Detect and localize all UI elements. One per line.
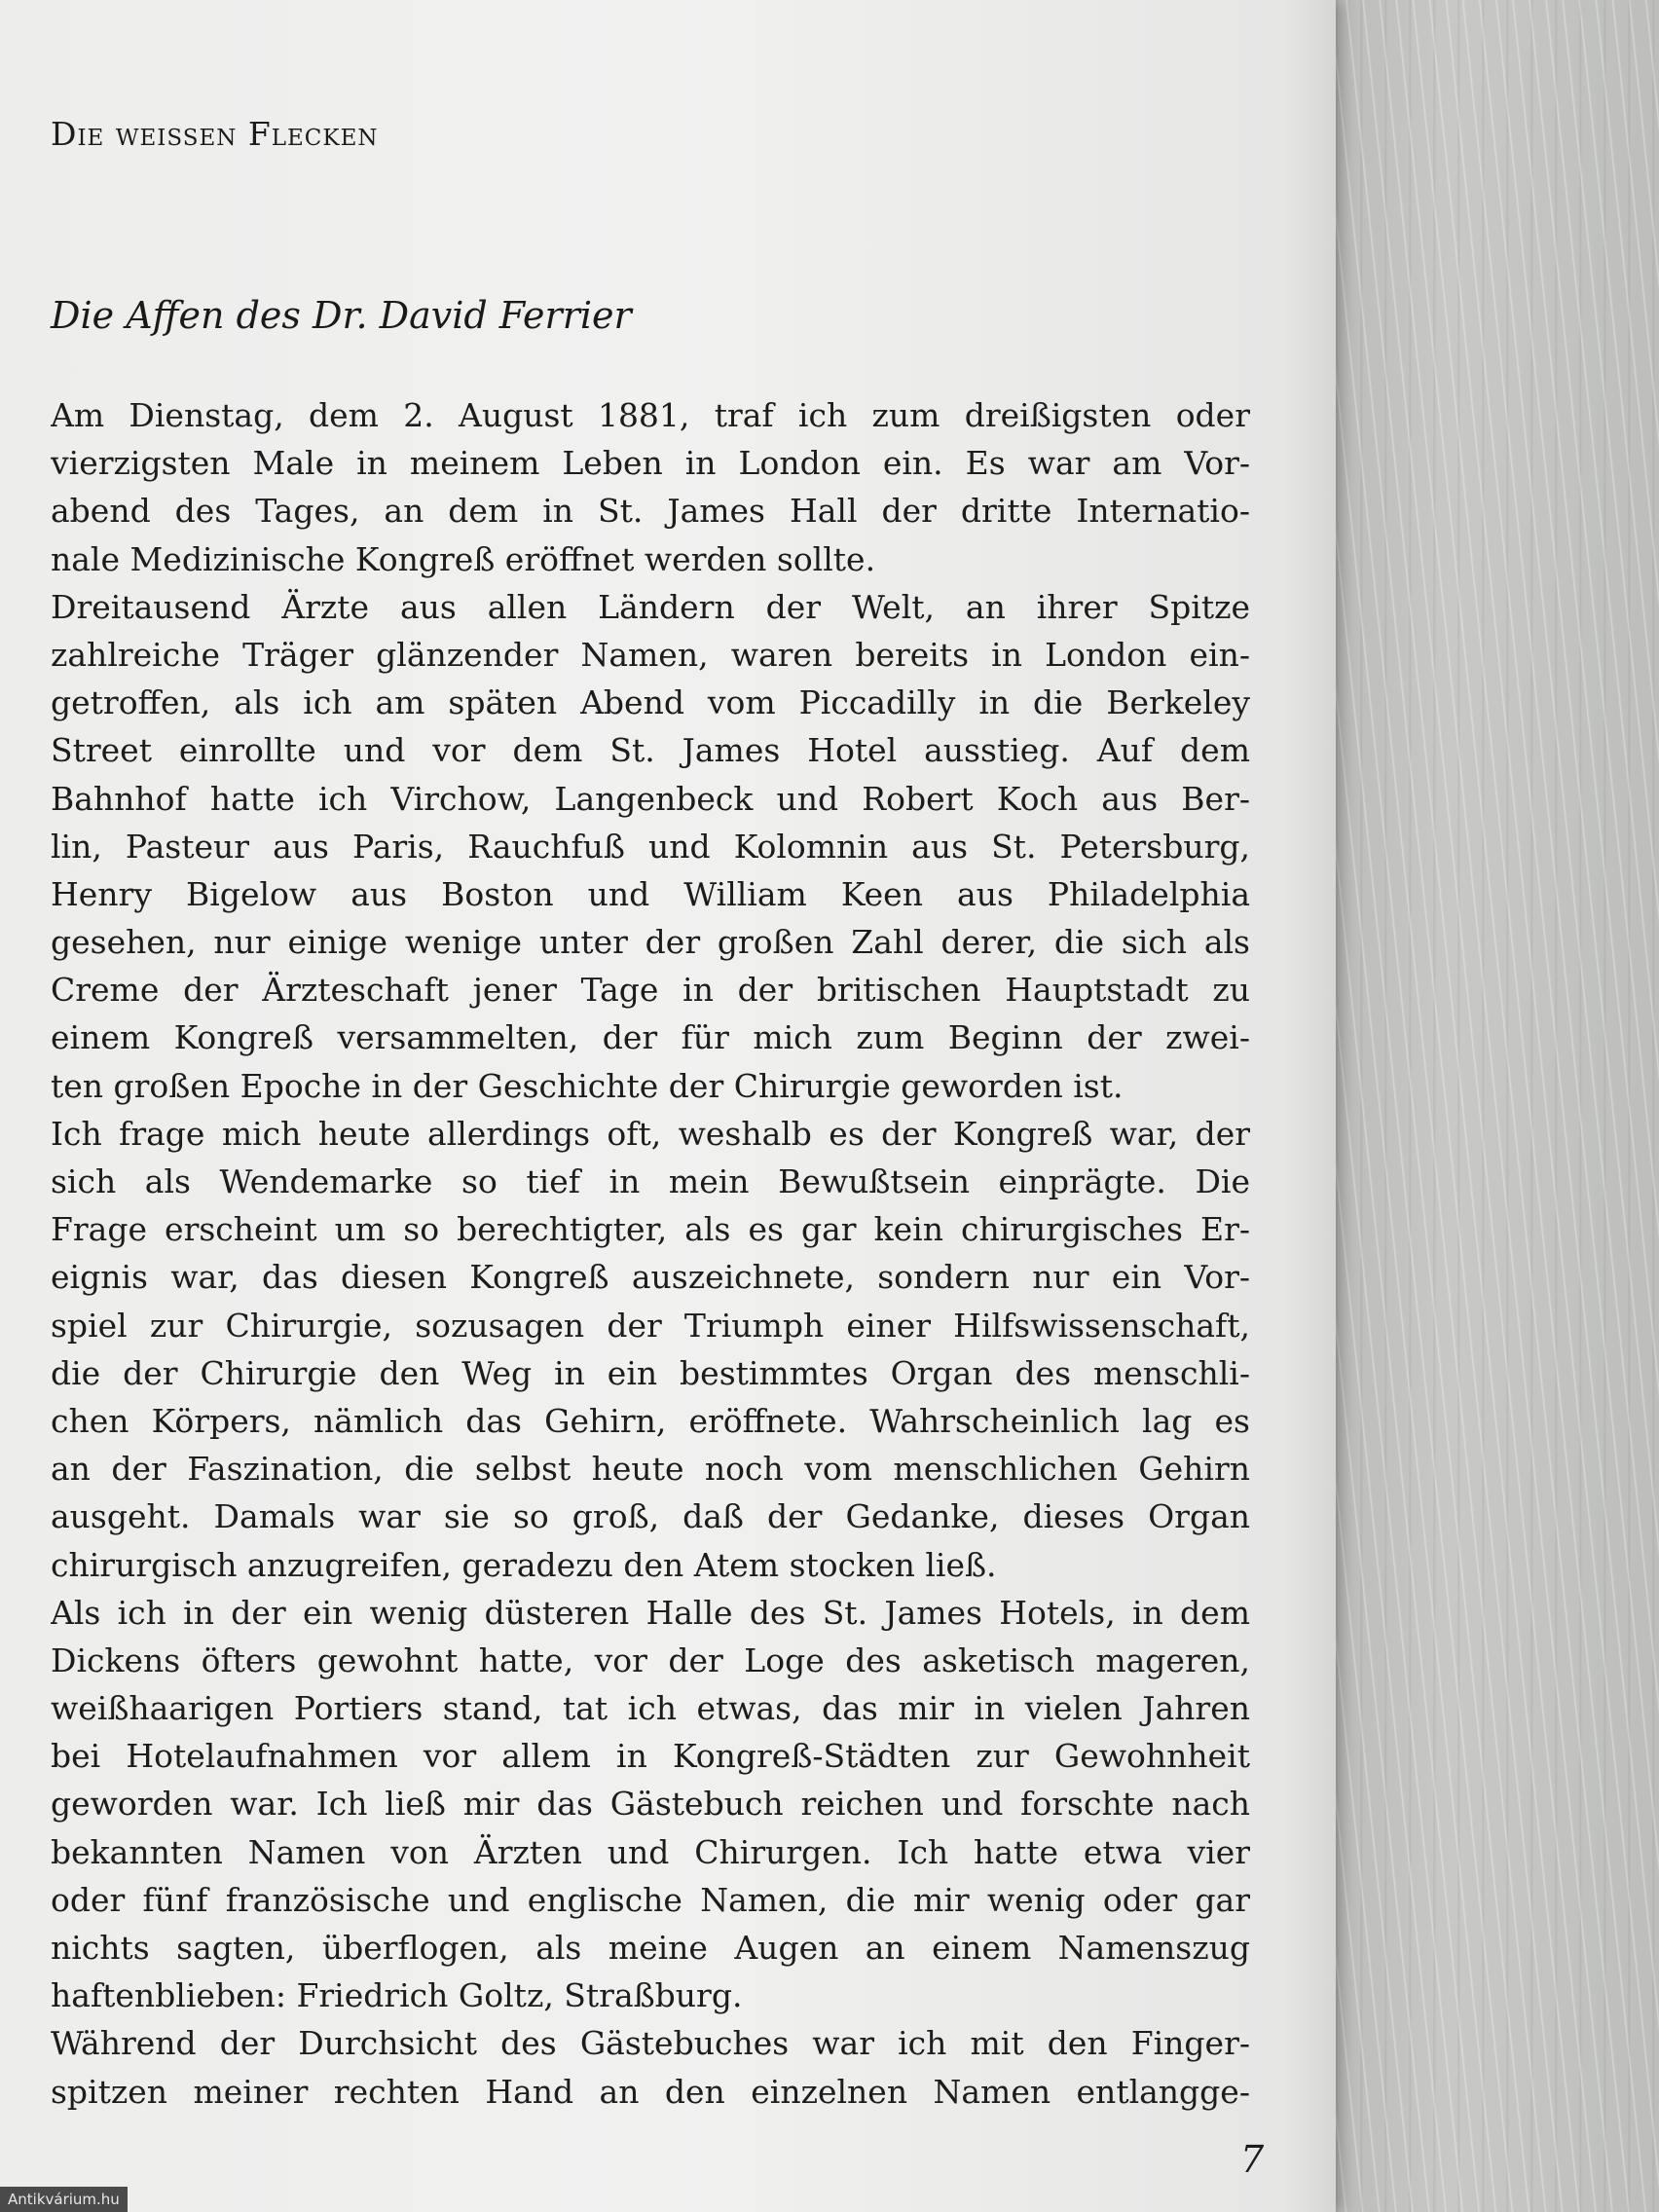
watermark: Antikvárium.hu (0, 2187, 128, 2212)
text-line: weißhaarigen Portiers stand, tat ich etwas, das mir in vielen Jahren (51, 1689, 1250, 1728)
text-line: abend des Tages, an dem in St. James Hall der dritte Internatio- (51, 492, 1250, 531)
text-line: getroffen, als ich am späten Abend vom Piccadilly in die Berkeley (51, 683, 1250, 722)
text-line: chen Körpers, nämlich das Gehirn, eröffnete. Wahrscheinlich lag es (51, 1401, 1250, 1440)
text-line: Dreitausend Ärzte aus allen Ländern der Welt, an ihrer Spitze (51, 587, 1250, 626)
text-line: die der Chirurgie den Weg in ein bestimmtes Organ des menschli- (51, 1353, 1250, 1392)
text-line: vierzigsten Male in meinem Leben in London ein. Es war am Vor- (51, 444, 1250, 483)
text-line: Bahnhof hatte ich Virchow, Langenbeck und Robert Koch aus Ber- (51, 779, 1250, 818)
text-line: chirurgisch anzugreifen, geradezu den Atem stocken ließ. (51, 1545, 997, 1584)
text-line: spitzen meiner rechten Hand an den einzelnen Namen entlangge- (51, 2072, 1250, 2111)
text-line: eignis war, das diesen Kongreß auszeichnete, sondern nur ein Vor- (51, 1258, 1250, 1297)
text-line: Ich frage mich heute allerdings oft, weshalb es der Kongreß war, der (51, 1114, 1250, 1153)
text-line: spiel zur Chirurgie, sozusagen der Triumph einer Hilfswissenschaft, (51, 1306, 1250, 1345)
running-head: Die weissen Flecken (51, 115, 379, 153)
text-line: Creme der Ärzteschaft jener Tage in der britischen Hauptstadt zu (51, 971, 1250, 1010)
text-line: zahlreiche Träger glänzender Namen, waren bereits in London ein- (51, 635, 1250, 674)
text-line: bei Hotelaufnahmen vor allem in Kongreß-Städten zur Gewohnheit (51, 1737, 1250, 1776)
page-number: 7 (1240, 2138, 1265, 2181)
text-line: ausgeht. Damals war sie so groß, daß der Gedanke, dieses Organ (51, 1497, 1250, 1536)
text-line: sich als Wendemarke so tief in mein Bewußtsein einprägte. Die (51, 1162, 1250, 1200)
text-line: ten großen Epoche in der Geschichte der Chirurgie geworden ist. (51, 1066, 1124, 1105)
text-line: Frage erscheint um so berechtigter, als es gar kein chirurgisches Er- (51, 1210, 1250, 1249)
text-line: einem Kongreß versammelten, der für mich zum Beginn der zwei- (51, 1018, 1250, 1057)
text-line: an der Faszination, die selbst heute noch vom menschlichen Gehirn (51, 1450, 1250, 1489)
text-line: Als ich in der ein wenig düsteren Halle des St. James Hotels, in dem (51, 1593, 1250, 1632)
text-line: Street einrollte und vor dem St. James Hotel ausstieg. Auf dem (51, 731, 1250, 770)
text-line: geworden war. Ich ließ mir das Gästebuch reichen und forschte nach (51, 1785, 1250, 1824)
chapter-title: Die Affen des Dr. David Ferrier (51, 294, 632, 337)
text-line: oder fünf französische und englische Namen, die mir wenig oder gar (51, 1880, 1250, 1919)
textured-backdrop (1314, 0, 1659, 2212)
text-line: nale Medizinische Kongreß eröffnet werden sollte. (51, 539, 876, 578)
text-line: haftenblieben: Friedrich Goltz, Straßburg. (51, 1976, 743, 2015)
body-text (51, 391, 1250, 2116)
text-line: bekannten Namen von Ärzten und Chirurgen. Ich hatte etwa vier (51, 1832, 1250, 1871)
text-line: Während der Durchsicht des Gästebuches war ich mit den Finger- (51, 2024, 1250, 2063)
text-line: gesehen, nur einige wenige unter der großen Zahl derer, die sich als (51, 923, 1250, 962)
text-line: Dickens öfters gewohnt hatte, vor der Loge des asketisch mageren, (51, 1641, 1250, 1679)
text-line: Henry Bigelow aus Boston und William Keen aus Philadelphia (51, 874, 1250, 913)
text-line: Am Dienstag, dem 2. August 1881, traf ich zum dreißigsten oder (51, 396, 1250, 434)
text-line: lin, Pasteur aus Paris, Rauchfuß und Kolomnin aus St. Petersburg, (51, 827, 1250, 866)
text-line: nichts sagten, überflogen, als meine Augen an einem Namenszug (51, 1929, 1250, 1967)
